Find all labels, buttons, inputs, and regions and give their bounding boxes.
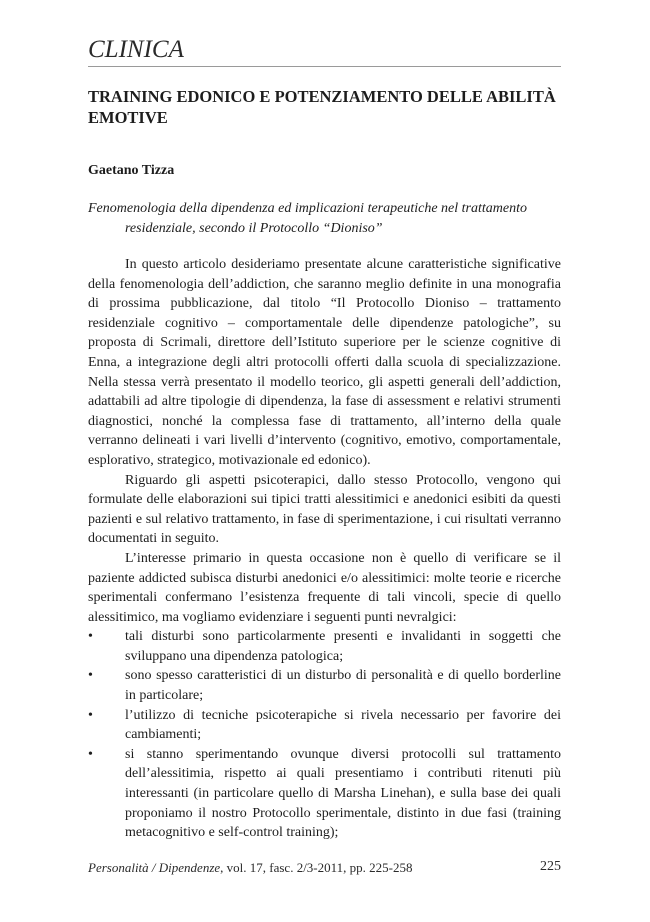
journal-citation [88,860,412,876]
bullet-item [88,627,561,666]
article-body [88,255,561,843]
page-number: 225 [540,859,561,874]
bullet-marker: • [88,707,93,723]
bullet-text: sono spesso caratteristici di un disturbo di personalità e di quello borderline in particolare; [125,668,561,704]
bullet-marker: • [88,629,93,645]
bullet-marker: • [88,746,93,762]
bullet-list [88,627,561,843]
paragraph: L’interesse primario in questa occasione non è quello di verificare se il paziente addicted subisca disturbi anedonici e/o alessitimici: molte teorie e ricerche sperimentali confermano l’esistenza frequente di tali vincoli, specie di quello alessitimico, ma vogliamo evidenziare i seguenti punti nevralgici: [88,550,561,625]
section-label: CLINICA [88,36,184,63]
paragraph: Riguardo gli aspetti psicoterapici, dallo stesso Protocollo, vengono qui formulate delle elaborazioni sui tipici tratti alessitimici e anedonici esibiti da questi pazienti e sul relativo trattamento, in fase di sperimentazione, i cui risultati verranno documentati in seguito. [88,472,561,547]
bullet-marker: • [88,668,93,684]
bullet-text: si stanno sperimentando ovunque diversi protocolli sul trattamento dell’alessitimia, rispetto ai quali presentiamo i contributi ritenuti più interessanti (in particolare quello di Marsha Linehan), e sulla base dei quali proponiamo il nostro Protocollo sperimentale, distinto in due fasi (training metacognitivo e self-control training); [125,746,561,841]
article-subtitle: Fenomenologia della dipendenza ed implicazioni terapeutiche nel trattamento residenziale, secondo il Protocollo “Dioniso” [88,201,527,236]
section-divider [88,66,561,67]
bullet-item [88,745,561,843]
bullet-text: tali disturbi sono particolarmente presenti e invalidanti in soggetti che sviluppano una dipendenza patologica; [125,629,561,664]
citation-details: , vol. 17, fasc. 2/3-2011, pp. 225-258 [220,860,413,875]
paragraph: In questo articolo desideriamo presentate alcune caratteristiche significative della fenomenologia dell’addiction, che saranno meglio definite in una monografia di prossima pubblicazione, dal titolo “Il Protocollo Dioniso – trattamento residenziale cognitivo – comportamentale delle dipendenze patologiche”, su proposta di Scrimali, direttore dell’Istituto superiore per le scienze cognitive di Enna, a integrazione degli altri protocolli offerti dalla scuola di specializzazione. Nella stessa verrà presentato il modello teorico, gli aspetti generali dell’addiction, adattabili ad altre tipologie di dipendenza, la fase di assessment e relativi strumenti diagnostici, nonché la complessa fase di trattamento, all’interno della quale verranno delineati i vari livelli d’intervento (cognitivo, emotivo, comportamentale, esplorativo, strategico, motivazionale ed edonico). [88,257,561,468]
bullet-item [88,666,561,705]
bullet-item [88,706,561,745]
author-name: Gaetano Tizza [88,163,175,178]
article-title: TRAINING EDONICO E POTENZIAMENTO DELLE ABILITÀ EMOTIVE [88,87,556,127]
journal-name: Personalità / Dipendenze [88,860,221,875]
bullet-text: l’utilizzo di tecniche psicoterapiche si rivela necessario per favorire dei cambiamenti; [125,707,561,743]
